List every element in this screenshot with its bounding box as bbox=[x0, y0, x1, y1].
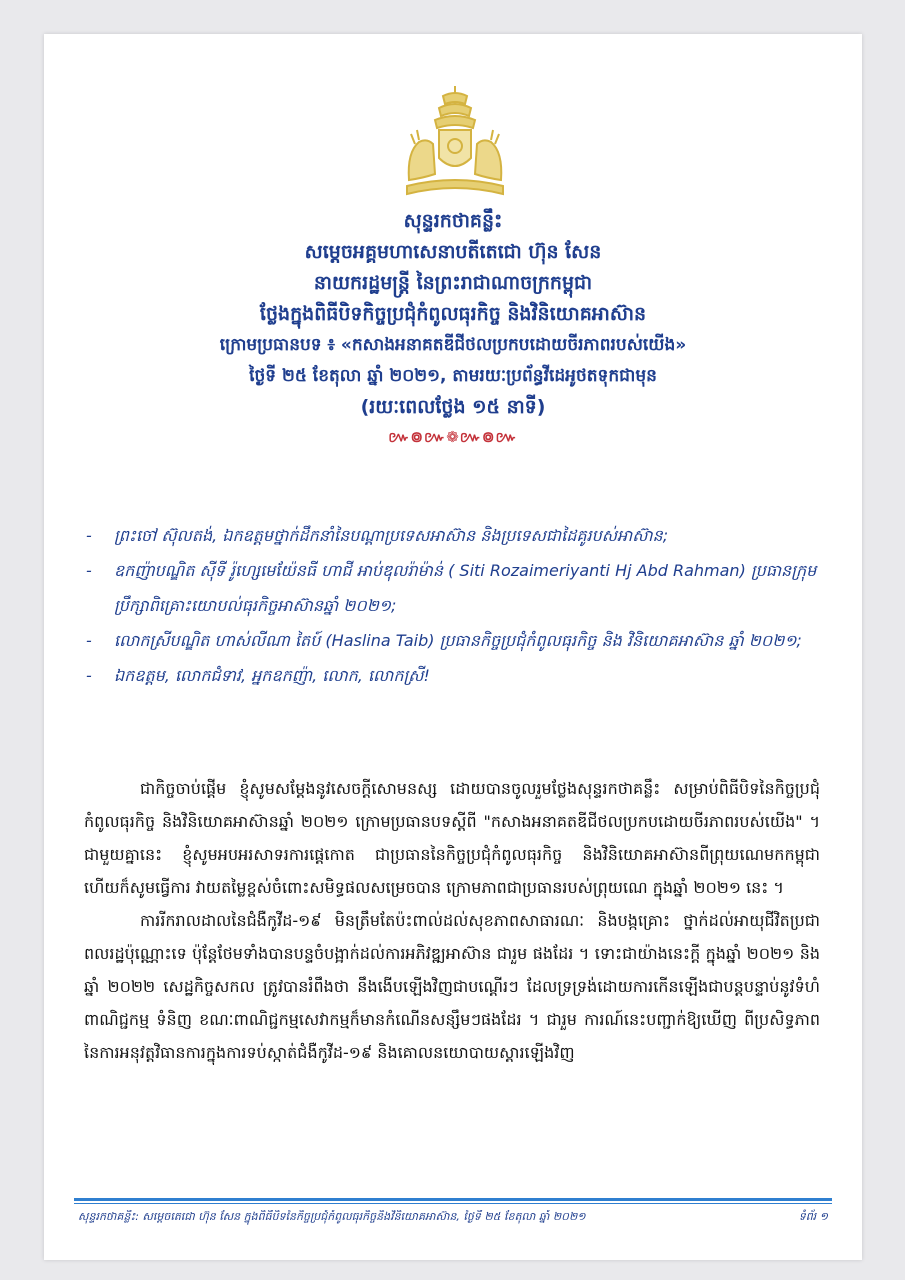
speech-body bbox=[84, 772, 820, 1069]
title-speaker: សម្តេចអគ្គមហាសេនាបតីតេជោ ហ៊ុន សែន bbox=[304, 241, 602, 263]
page-footer bbox=[78, 1210, 828, 1226]
ornament-divider: ៚៙៚❁៚៙៚ bbox=[388, 428, 518, 446]
body-paragraph-2: ការរីករាលដាលនៃជំងឺកូវីដ-១៩ មិនត្រឹមតែប៉ះពាល់ដល់សុខភាពសាធារណៈ និងបង្កគ្រោះ ថ្នាក់ដល់អាយុជីវិតប្រជាពលរដ្ឋប៉ុណ្ណោះទេ ប៉ុន្តែថែមទាំងបានបន្ទចំបង្អាក់ដល់ការអភិវឌ្ឍអាស៊ាន ជារួម ផងដែរ ។ ទោះជាយ៉ាងនេះក្តី ក្នុងឆ្នាំ ២០២១ និងឆ្នាំ ២០២២ សេដ្ឋកិច្ចសកល ត្រូវបានរំពឹងថា នឹងងើបឡើងវិញជាបណ្តើរៗ ដែលទ្រទ្រង់ដោយការកើនឡើងជាបន្តបន្ទាប់នូវទំហំពាណិជ្ជកម្ម ទំនិញ ខណៈពាណិជ្ជកម្មសេវាកម្មក៏មានកំណើនសន្សឹមៗផងដែរ ។ ជារួម ការណ៍នេះបញ្ជាក់ឱ្យឃើញ ពីប្រសិទ្ធភាពនៃការអនុវត្តវិធានការក្នុងការទប់ស្កាត់ជំងឺកូវីដ-១៩ និងគោលនយោបាយស្តារឡើងវិញ bbox=[84, 911, 820, 1062]
footer-rule-thin bbox=[74, 1203, 832, 1204]
footer-rule bbox=[74, 1198, 832, 1201]
footer-title: សុន្ទរកថាគន្លឹះ: សម្តេចតេជោ ហ៊ុន សែន ក្នុងពិធីបិទនៃកិច្ចប្រជុំកំពូលធុរកិច្ចនិងវិនិយោគអាស៊ាន, ថ្ងៃទី ២៥ ខែតុលា ឆ្នាំ ២០២១ bbox=[78, 1210, 586, 1223]
title-block bbox=[64, 206, 842, 449]
salutation-item: - ព្រះចៅ ស៊ុលតង់, ឯកឧត្តមថ្នាក់ដឹកនាំនៃបណ្តាប្រទេសអាស៊ាន និងប្រទេសជាដៃគូរបស់អាស៊ាន; bbox=[84, 518, 832, 553]
title-theme: ក្រោមប្រធានបទ ៖ «កសាងអនាគតឌីជីថលប្រកបដោយចីរភាពរបស់យើង» bbox=[219, 335, 687, 355]
title-event: ថ្លែងក្នុងពិធីបិទកិច្ចប្រជុំកំពូលធុរកិច្ច និងវិនិយោគអាស៊ាន bbox=[259, 303, 647, 325]
body-paragraph-1: ជាកិច្ចចាប់ផ្តើម ខ្ញុំសូមសម្តែងនូវសេចក្តីសោមនស្ស ដោយបានចូលរួមថ្លែងសុន្ទរកថាគន្លឹះ សម្រាប់ពិធីបិទនៃកិច្ចប្រជុំកំពូលធុរកិច្ច និងវិនិយោគអាស៊ានឆ្នាំ ២០២១ ក្រោមប្រធានបទស្តីពី "កសាងអនាគតឌីជីថលប្រកបដោយចីរភាពរបស់យើង" ។ ជាមួយគ្នានេះ ខ្ញុំសូមអបអរសាទរការផ្តេកោត ជាប្រធាននៃកិច្ចប្រជុំកំពូលធុរកិច្ច និងវិនិយោគអាស៊ានពីព្រុយណេមកកម្ពុជា ហើយក៏សូមធ្វើការ វាយតម្លៃខ្ពស់ចំពោះសមិទ្ធផលសម្រេចបាន ក្រោមភាពជាប្រធានរបស់ព្រុយណេ ក្នុងឆ្នាំ ២០២១ នេះ ។ bbox=[84, 779, 820, 897]
title-duration: (រយៈពេលថ្លែង ១៥ នាទី) bbox=[360, 396, 546, 418]
salutation-item: - ឯកឧត្តម, លោកជំទាវ, អ្នកឧកញ៉ា, លោក, លោកស្រី! bbox=[84, 658, 832, 693]
salutation-list bbox=[84, 518, 832, 693]
title-position: នាយករដ្ឋមន្ត្រី នៃព្រះរាជាណាចក្រកម្ពុជា bbox=[313, 272, 593, 294]
document-page bbox=[44, 34, 862, 1260]
salutation-item: - ឧកញ៉ាបណ្ឌិត ស៊ីទី រ៉ូហ្សេមេយ៉ែនធី ហាជី អាប់ឌុលរ៉ាម៉ាន់ ( Siti Rozaimeriyanti Hj Abd Rahman) ប្រធានក្រុមប្រឹក្សាពិគ្រោះយោបល់ធុរកិច្ចអាស៊ានឆ្នាំ ២០២១; bbox=[84, 553, 832, 623]
title-speech-type: សុន្ទរកថាគន្លឹះ bbox=[403, 210, 503, 232]
title-date: ថ្ងៃទី ២៥ ខែតុលា ឆ្នាំ ២០២១, តាមរយៈប្រព័ន្ធវីដេអូថតទុកជាមុន bbox=[249, 366, 657, 386]
page-number: ទំព័រ ១ bbox=[798, 1210, 828, 1223]
salutation-item: - លោកស្រីបណ្ឌិត ហាស់លីណា តៃប៍ (Haslina Taib) ប្រធានកិច្ចប្រជុំកំពូលធុរកិច្ច និង វិនិយោគអាស៊ាន ឆ្នាំ ២០២១; bbox=[84, 623, 832, 658]
royal-coat-of-arms-icon bbox=[399, 82, 511, 197]
